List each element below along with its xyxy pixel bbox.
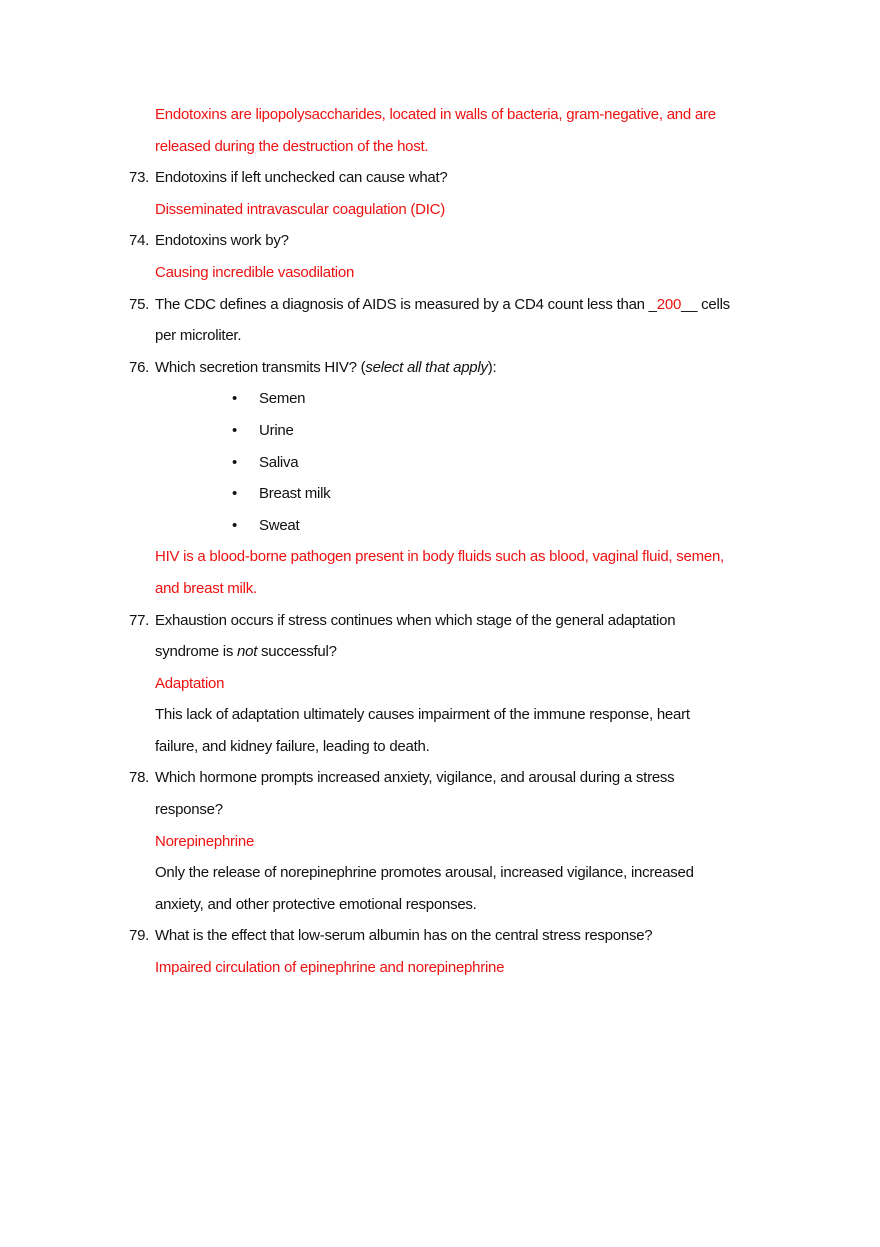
question-number: 73. <box>129 169 150 187</box>
document-page <box>0 99 880 984</box>
answer-77: Adaptation <box>155 674 225 692</box>
question-text: Which hormone prompts increased anxiety, vigilance, and arousal during a stress <box>155 769 675 787</box>
bullet-icon: • <box>232 453 238 471</box>
option-item <box>0 415 880 447</box>
question-79 <box>0 920 880 952</box>
question-text: Endotoxins work by? <box>155 232 289 250</box>
answer-73: Disseminated intravascular coagulation (DIC) <box>155 200 445 218</box>
explanation-77: This lack of adaptation ultimately causes impairment of the immune response, heart <box>155 706 690 724</box>
question-number: 76. <box>129 358 150 376</box>
explanation-77: failure, and kidney failure, leading to death. <box>155 737 430 755</box>
question-number: 78. <box>129 769 150 787</box>
bullet-icon: • <box>232 516 238 534</box>
bullet-icon: • <box>232 485 238 503</box>
answer-text: released during the destruction of the host. <box>155 137 429 155</box>
question-text <box>0 636 880 668</box>
option-item <box>0 510 880 542</box>
answer-76: and breast milk. <box>155 579 257 597</box>
option-label: Urine <box>259 421 294 439</box>
question-number: 79. <box>129 927 150 945</box>
option-item <box>0 478 880 510</box>
answer-78: Norepinephrine <box>155 832 255 850</box>
explanation-78: Only the release of norepinephrine promotes arousal, increased vigilance, increased <box>155 864 694 882</box>
answer-79: Impaired circulation of epinephrine and norepinephrine <box>155 959 505 977</box>
question-number: 75. <box>129 295 150 313</box>
question-text: per microliter. <box>155 327 242 345</box>
option-label: Breast milk <box>259 485 331 503</box>
answer-74: Causing incredible vasodilation <box>155 263 355 281</box>
question-emphasis: not <box>237 643 258 661</box>
question-78 <box>0 762 880 794</box>
question-text: response? <box>155 801 223 819</box>
option-label: Saliva <box>259 453 299 471</box>
question-text: The CDC defines a diagnosis of AIDS is measured by a CD4 count less than _ <box>155 295 657 313</box>
question-text: Which secretion transmits HIV? ( <box>155 358 366 376</box>
question-text: Endotoxins if left unchecked can cause what? <box>155 169 448 187</box>
question-77 <box>0 605 880 637</box>
option-item <box>0 447 880 479</box>
question-text: What is the effect that low-serum albumin has on the central stress response? <box>155 927 653 945</box>
question-74 <box>0 225 880 257</box>
bullet-icon: • <box>232 390 238 408</box>
question-76 <box>0 352 880 384</box>
bullet-icon: • <box>232 421 238 439</box>
question-text: successful? <box>257 643 337 661</box>
question-text: ): <box>487 358 497 376</box>
question-number: 77. <box>129 611 150 629</box>
question-number: 74. <box>129 232 150 250</box>
option-item <box>0 383 880 415</box>
answer-text: Endotoxins are lipopolysaccharides, located in walls of bacteria, gram-negative, and are <box>155 106 716 123</box>
question-emphasis: select all that apply <box>365 358 488 376</box>
explanation-78: anxiety, and other protective emotional responses. <box>155 895 477 913</box>
question-73 <box>0 162 880 194</box>
question-text: __ cells <box>681 295 730 313</box>
option-label: Sweat <box>259 516 300 534</box>
answer-76: HIV is a blood-borne pathogen present in body fluids such as blood, vaginal fluid, semen, <box>155 548 724 566</box>
option-label: Semen <box>259 390 306 408</box>
question-75 <box>0 289 880 321</box>
question-text: Exhaustion occurs if stress continues when which stage of the general adaptation <box>155 611 676 629</box>
question-text: syndrome is <box>155 643 238 661</box>
answer-75: 200 <box>656 295 682 313</box>
